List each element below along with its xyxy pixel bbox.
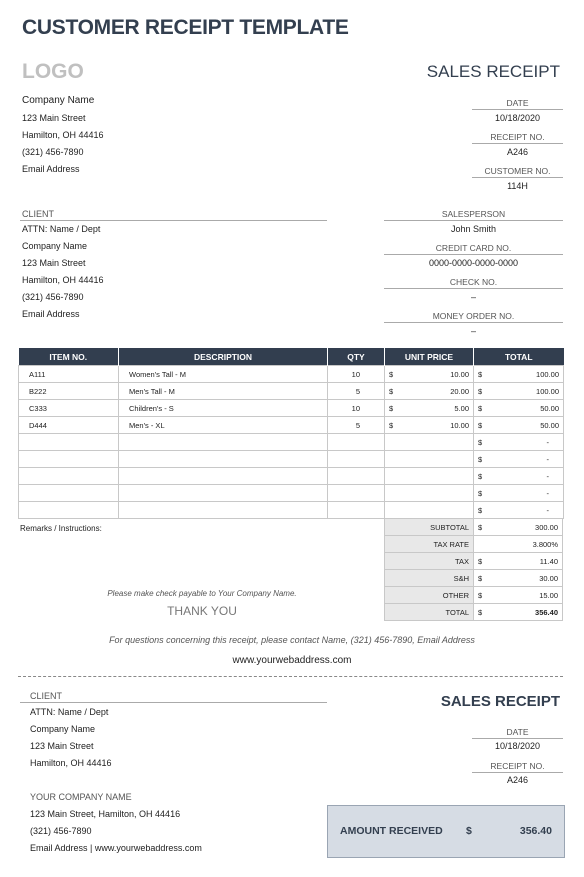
cell-total[interactable]	[474, 434, 564, 451]
date-value[interactable]: 10/18/2020	[494, 113, 541, 123]
cell-unit-price[interactable]	[385, 400, 474, 417]
cell-item-no[interactable]	[19, 468, 119, 485]
cell-total-value: 50.00	[540, 420, 559, 430]
cell-description[interactable]	[119, 451, 328, 468]
summary-value-cell[interactable]	[474, 570, 563, 587]
currency-symbol: $	[478, 454, 483, 464]
page-title: CUSTOMER RECEIPT TEMPLATE	[22, 16, 349, 39]
summary-row	[385, 604, 563, 621]
salesperson-value[interactable]: John Smith	[450, 224, 497, 234]
summary-label: S&H	[385, 570, 474, 587]
table-row	[19, 468, 564, 485]
cell-unit-price[interactable]	[385, 485, 474, 502]
cell-total-value: -	[546, 471, 549, 481]
client-city[interactable]: Hamilton, OH 44416	[22, 275, 104, 285]
cell-total[interactable]	[474, 502, 564, 519]
your-company-name: YOUR COMPANY NAME	[30, 792, 132, 802]
cell-unit-price[interactable]	[385, 366, 474, 383]
cell-qty[interactable]: 10	[328, 400, 385, 417]
cell-description[interactable]: Children's - S	[119, 400, 328, 417]
cell-item-no[interactable]: D444	[19, 417, 119, 434]
header-qty: QTY	[328, 348, 385, 366]
cell-total-value: 50.00	[540, 403, 559, 413]
salesperson-label: SALESPERSON	[441, 209, 506, 219]
summary-value-cell[interactable]	[474, 604, 563, 621]
cell-total[interactable]	[474, 451, 564, 468]
cell-total[interactable]	[474, 366, 564, 383]
summary-label: TAX RATE	[385, 536, 474, 553]
summary-row	[385, 536, 563, 553]
company-email: Email Address	[22, 164, 80, 174]
cell-total[interactable]	[474, 468, 564, 485]
cell-total-value: -	[546, 437, 549, 447]
summary-label: TAX	[385, 553, 474, 570]
stub-client-city[interactable]: Hamilton, OH 44416	[30, 758, 112, 768]
amount-received-box	[327, 805, 565, 858]
cell-description[interactable]: Women's Tall - M	[119, 366, 328, 383]
cell-unit-price-value: 10.00	[450, 420, 469, 430]
cell-item-no[interactable]	[19, 434, 119, 451]
stub-client-company[interactable]: Company Name	[30, 724, 96, 734]
currency-symbol: $	[478, 471, 483, 481]
table-row	[19, 417, 564, 434]
currency-symbol: $	[478, 607, 483, 617]
currency-symbol: $	[478, 590, 483, 600]
currency-symbol: $	[389, 403, 394, 413]
cell-unit-price[interactable]	[385, 417, 474, 434]
cell-item-no[interactable]	[19, 451, 119, 468]
cell-total-value: 100.00	[536, 369, 559, 379]
cell-total-value: -	[546, 505, 549, 515]
summary-value-cell[interactable]	[474, 536, 563, 553]
cell-qty[interactable]: 10	[328, 366, 385, 383]
table-row	[19, 434, 564, 451]
table-row	[19, 451, 564, 468]
cell-unit-price[interactable]	[385, 468, 474, 485]
company-name: Company Name	[22, 95, 95, 106]
items-header-row	[19, 348, 564, 366]
client-street[interactable]: 123 Main Street	[22, 258, 86, 268]
cell-description[interactable]	[119, 434, 328, 451]
table-row	[19, 366, 564, 383]
cell-total-value: -	[546, 454, 549, 464]
summary-row	[385, 587, 563, 604]
cell-total[interactable]	[474, 400, 564, 417]
client-phone[interactable]: (321) 456-7890	[22, 292, 84, 302]
currency-symbol: $	[478, 386, 483, 396]
your-company-phone: (321) 456-7890	[30, 826, 92, 836]
cell-qty[interactable]	[328, 451, 385, 468]
website[interactable]: www.yourwebaddress.com	[232, 655, 352, 666]
summary-value: 300.00	[535, 522, 558, 532]
money-order-label: MONEY ORDER NO.	[432, 311, 515, 321]
currency-symbol: $	[478, 556, 483, 566]
check-no-label: CHECK NO.	[449, 277, 498, 287]
stub-receipt-no-value[interactable]: A246	[506, 775, 529, 785]
questions-note: For questions concerning this receipt, please contact Name, (321) 456-7890, Email Address	[109, 635, 475, 645]
table-row	[19, 383, 564, 400]
cell-unit-price-value: 20.00	[450, 386, 469, 396]
cell-total-value: -	[546, 488, 549, 498]
stub-client-street[interactable]: 123 Main Street	[30, 741, 94, 751]
client-attn[interactable]: ATTN: Name / Dept	[22, 224, 101, 234]
currency-symbol: $	[478, 488, 483, 498]
currency-symbol: $	[389, 420, 394, 430]
cell-description[interactable]: Men's Tall - M	[119, 383, 328, 400]
cell-unit-price[interactable]	[385, 383, 474, 400]
company-phone: (321) 456-7890	[22, 147, 84, 157]
summary-label: OTHER	[385, 587, 474, 604]
cell-unit-price-value: 10.00	[450, 369, 469, 379]
client-email[interactable]: Email Address	[22, 309, 80, 319]
cell-item-no[interactable]	[19, 485, 119, 502]
your-company-contact: Email Address | www.yourwebaddress.com	[30, 843, 202, 853]
table-row	[19, 502, 564, 519]
cell-unit-price[interactable]	[385, 451, 474, 468]
currency-symbol: $	[478, 403, 483, 413]
cell-description[interactable]	[119, 502, 328, 519]
cell-total[interactable]	[474, 485, 564, 502]
cell-item-no[interactable]: A111	[19, 366, 119, 383]
currency-symbol: $	[478, 522, 483, 532]
company-street: 123 Main Street	[22, 113, 86, 123]
stub-client-label: CLIENT	[30, 691, 63, 701]
cell-item-no[interactable]: C333	[19, 400, 119, 417]
summary-value: 15.00	[539, 590, 558, 600]
header-description: DESCRIPTION	[119, 348, 328, 366]
summary-value-cell[interactable]	[474, 553, 563, 570]
stub-receipt-heading: SALES RECEIPT	[440, 693, 560, 710]
header-unit-price: UNIT PRICE	[385, 348, 474, 366]
cut-line	[18, 676, 563, 677]
cell-qty[interactable]	[328, 485, 385, 502]
receipt-no-value[interactable]: A246	[506, 147, 529, 157]
sales-receipt-heading: SALES RECEIPT	[426, 62, 560, 81]
cell-qty[interactable]	[328, 468, 385, 485]
client-label: CLIENT	[22, 209, 55, 219]
credit-card-label: CREDIT CARD NO.	[435, 243, 512, 253]
summary-value: 30.00	[539, 573, 558, 583]
header-item-no: ITEM NO.	[19, 348, 119, 366]
currency-symbol: $	[478, 420, 483, 430]
currency-symbol: $	[478, 369, 483, 379]
summary-value: 11.40	[539, 556, 558, 566]
cell-qty[interactable]	[328, 502, 385, 519]
summary-label: SUBTOTAL	[385, 519, 474, 536]
stub-date-value[interactable]: 10/18/2020	[494, 741, 541, 751]
summary-value: 356.40	[535, 607, 558, 617]
cell-description[interactable]: Men's - XL	[119, 417, 328, 434]
summary-row	[385, 553, 563, 570]
customer-no-label: CUSTOMER NO.	[484, 166, 551, 176]
cell-unit-price[interactable]	[385, 502, 474, 519]
cell-item-no[interactable]: B222	[19, 383, 119, 400]
credit-card-value[interactable]: 0000-0000-0000-0000	[428, 258, 519, 268]
thank-you: THANK YOU	[167, 604, 237, 618]
cell-total[interactable]	[474, 383, 564, 400]
cell-item-no[interactable]	[19, 502, 119, 519]
header-total: TOTAL	[474, 348, 564, 366]
check-no-value[interactable]: –	[470, 292, 476, 302]
money-order-value[interactable]: –	[470, 326, 476, 336]
cell-description[interactable]	[119, 468, 328, 485]
summary-value-cell[interactable]	[474, 519, 563, 536]
cell-description[interactable]	[119, 485, 328, 502]
currency-symbol: $	[389, 386, 394, 396]
amount-value[interactable]: 356.40	[519, 825, 552, 837]
summary-row	[385, 570, 563, 587]
cell-total[interactable]	[474, 417, 564, 434]
cell-qty[interactable]: 5	[328, 383, 385, 400]
currency-symbol: $	[478, 573, 483, 583]
currency-symbol: $	[478, 505, 483, 515]
logo: LOGO	[22, 60, 84, 83]
client-company[interactable]: Company Name	[22, 241, 88, 251]
currency-symbol: $	[478, 437, 483, 447]
summary-label: TOTAL	[385, 604, 474, 621]
your-company-address: 123 Main Street, Hamilton, OH 44416	[30, 809, 181, 819]
summary-row	[385, 519, 563, 536]
cell-total-value: 100.00	[536, 386, 559, 396]
cell-qty[interactable]	[328, 434, 385, 451]
table-row	[19, 485, 564, 502]
summary-value-cell[interactable]	[474, 587, 563, 604]
summary-table	[384, 518, 563, 621]
items-table	[18, 348, 564, 519]
cell-unit-price[interactable]	[385, 434, 474, 451]
stub-client-attn[interactable]: ATTN: Name / Dept	[30, 707, 109, 717]
remarks-label: Remarks / Instructions:	[20, 524, 102, 533]
amount-received-label: AMOUNT RECEIVED	[340, 825, 443, 837]
table-row	[19, 400, 564, 417]
check-payable-note: Please make check payable to Your Company Name.	[107, 589, 297, 598]
cell-unit-price-value: 5.00	[454, 403, 469, 413]
summary-value: 3.800%	[532, 539, 558, 549]
currency-symbol: $	[389, 369, 394, 379]
date-label: DATE	[506, 98, 529, 108]
amount-currency: $	[466, 825, 472, 837]
stub-date-label: DATE	[506, 727, 529, 737]
receipt-no-label: RECEIPT NO.	[490, 132, 545, 142]
stub-receipt-no-label: RECEIPT NO.	[490, 761, 545, 771]
company-city: Hamilton, OH 44416	[22, 130, 104, 140]
customer-no-value[interactable]: 114H	[507, 181, 528, 191]
cell-qty[interactable]: 5	[328, 417, 385, 434]
